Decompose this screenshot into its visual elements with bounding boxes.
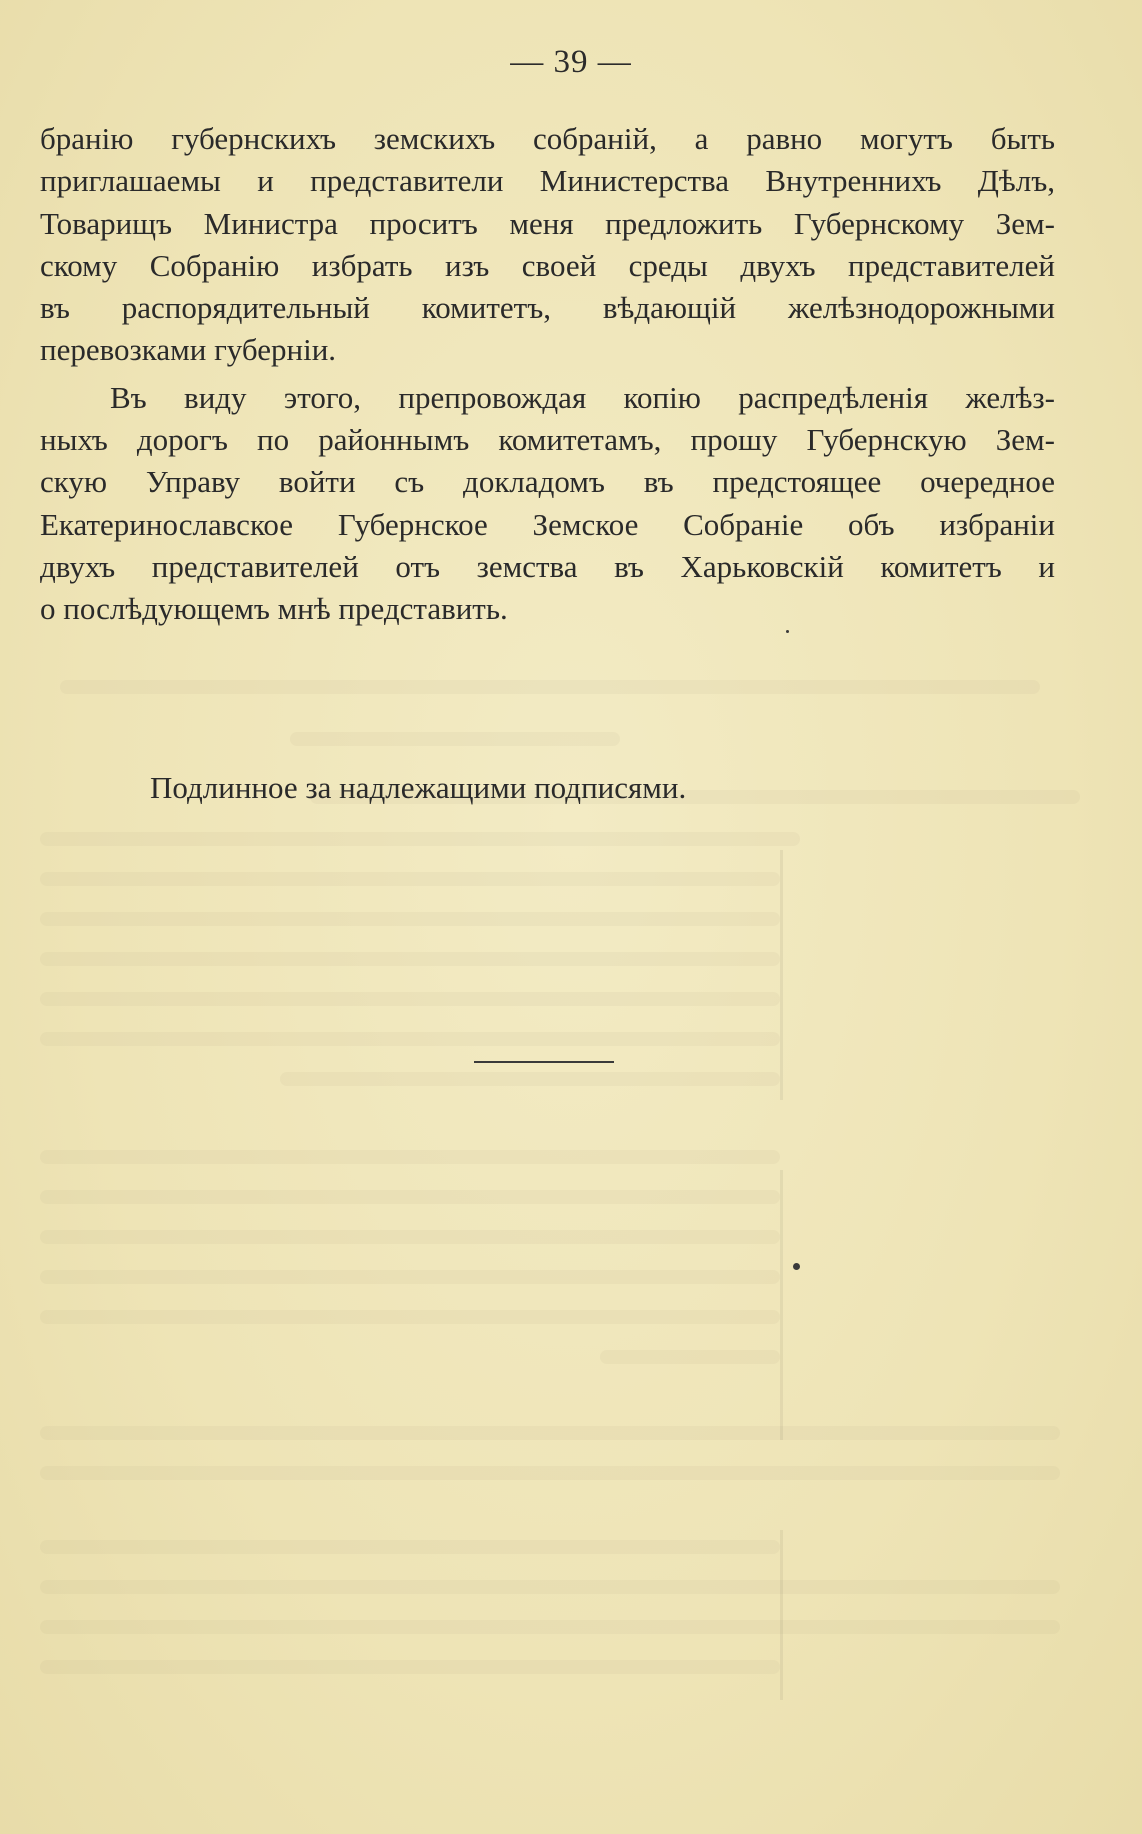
signature-note: Подлинное за надлежащими подписями. xyxy=(150,770,687,805)
ink-speck xyxy=(793,1263,800,1270)
text-line: въ распорядительный комитетъ, вѣдающій желѣзнодорожными xyxy=(40,290,1055,326)
text-line: скую Управу войти съ докладомъ въ предстоящее очередное xyxy=(40,464,1055,500)
main-text xyxy=(40,118,1055,631)
text-line: ныхъ дорогъ по районнымъ комитетамъ, прошу Губернскую Зем- xyxy=(40,422,1055,458)
text-line: приглашаемы и представители Министерства Внутреннихъ Дѣлъ, xyxy=(40,163,1055,199)
separator-rule xyxy=(474,1061,614,1063)
text-line: перевозками губерніи. xyxy=(40,332,337,368)
text-line: двухъ представителей отъ земства въ Харьковскій комитетъ и xyxy=(40,548,1055,584)
text-line: бранію губернскихъ земскихъ собраній, а равно могутъ быть xyxy=(40,121,1055,156)
bleed-through-background xyxy=(40,650,1100,1800)
ink-speck xyxy=(786,630,789,633)
text-line: о послѣдующемъ мнѣ представить. xyxy=(40,591,508,627)
paragraph-first-line: Въ виду этого, препровождая копію распредѣленія желѣз- xyxy=(110,379,1055,415)
text-line: Товарищъ Министра проситъ меня предложить Губернскому Зем- xyxy=(40,205,1055,241)
text-line: Екатеринославское Губернское Земское Собраніе объ избраніи xyxy=(40,506,1055,542)
page-number: — 39 — xyxy=(510,44,632,80)
text-line: скому Собранію избрать изъ своей среды двухъ представителей xyxy=(40,247,1055,283)
